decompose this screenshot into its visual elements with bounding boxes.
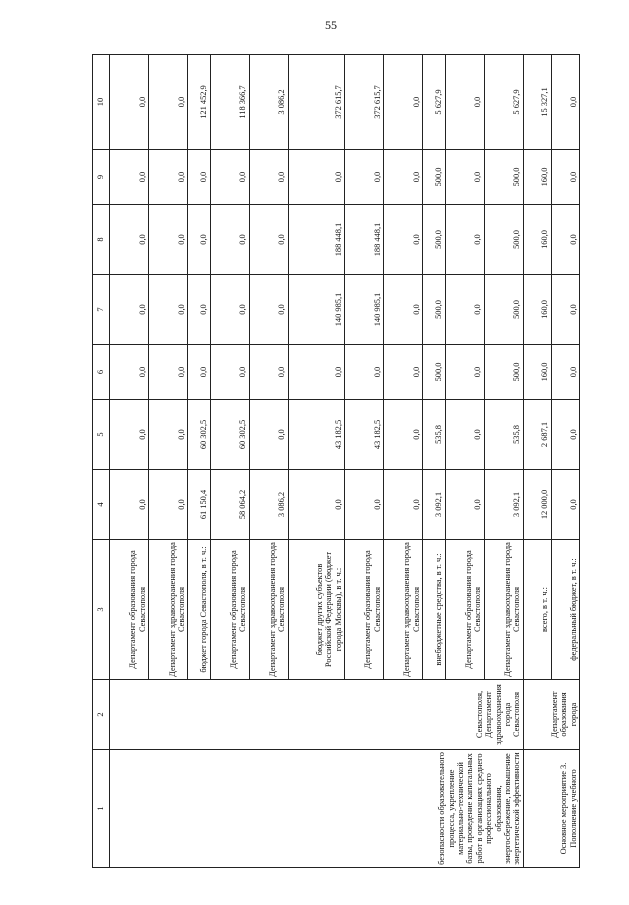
funding-source-cell: всего, в т. ч.: bbox=[523, 540, 551, 680]
column-header: 8 bbox=[93, 205, 110, 275]
value-cell: 0,0 bbox=[384, 205, 423, 275]
value-cell: 0,0 bbox=[288, 470, 344, 540]
funding-source-cell: Департамент образования города Севастополя bbox=[344, 540, 383, 680]
column-header: 3 bbox=[93, 540, 110, 680]
value-cell: 0,0 bbox=[551, 470, 579, 540]
value-cell: 0,0 bbox=[344, 345, 383, 400]
value-cell: 500,0 bbox=[484, 345, 523, 400]
column-number-row bbox=[93, 55, 110, 868]
page-number: 55 bbox=[325, 18, 337, 32]
value-cell: 0,0 bbox=[445, 275, 484, 345]
column-header: 5 bbox=[93, 400, 110, 470]
responsible-cell: Севастополя, Департамент здравоохранения города Севастополя bbox=[110, 680, 524, 750]
value-cell: 58 064,2 bbox=[210, 470, 249, 540]
column-header: 9 bbox=[93, 150, 110, 205]
value-cell: 0,0 bbox=[551, 400, 579, 470]
responsible-cell: Департамент образования города bbox=[523, 680, 579, 750]
value-cell: 0,0 bbox=[149, 345, 188, 400]
value-cell: 0,0 bbox=[110, 205, 149, 275]
total-cell: 372 615,7 bbox=[288, 55, 344, 150]
value-cell: 0,0 bbox=[110, 150, 149, 205]
funding-source-cell: бюджет других субъектов Российской Федерации (бюджет города Москвы), в т. ч.: bbox=[288, 540, 344, 680]
value-cell: 0,0 bbox=[188, 345, 210, 400]
value-cell: 0,0 bbox=[384, 150, 423, 205]
funding-source-cell: Департамент образования города Севастополя bbox=[210, 540, 249, 680]
value-cell: 60 302,5 bbox=[188, 400, 210, 470]
total-cell: 5 627,9 bbox=[484, 55, 523, 150]
table-row bbox=[110, 55, 149, 868]
value-cell: 0,0 bbox=[384, 275, 423, 345]
total-cell: 15 327,1 bbox=[523, 55, 551, 150]
funding-source-cell: Департамент здравоохранения города Севастополя bbox=[484, 540, 523, 680]
value-cell: 0,0 bbox=[445, 205, 484, 275]
column-header: 6 bbox=[93, 345, 110, 400]
value-cell: 0,0 bbox=[249, 205, 288, 275]
value-cell: 3 092,1 bbox=[423, 470, 445, 540]
value-cell: 0,0 bbox=[110, 470, 149, 540]
value-cell: 0,0 bbox=[384, 400, 423, 470]
funding-source-cell: бюджет города Севастополя, в т. ч.: bbox=[188, 540, 210, 680]
value-cell: 500,0 bbox=[423, 345, 445, 400]
value-cell: 0,0 bbox=[445, 150, 484, 205]
value-cell: 0,0 bbox=[210, 345, 249, 400]
value-cell: 0,0 bbox=[445, 345, 484, 400]
value-cell: 0,0 bbox=[288, 345, 344, 400]
value-cell: 0,0 bbox=[149, 205, 188, 275]
activity-cell: безопасности образовательного процесса, укрепление материально-технической базы, проведение капитальных работ в организациях среднего профессионального образования, энергосбережение, повышение энергетической эффективности bbox=[110, 750, 524, 868]
funding-source-cell: Департамент здравоохранения города Севастополя bbox=[249, 540, 288, 680]
column-header: 10 bbox=[93, 55, 110, 150]
value-cell: 0,0 bbox=[249, 275, 288, 345]
value-cell: 500,0 bbox=[484, 150, 523, 205]
value-cell: 0,0 bbox=[344, 470, 383, 540]
value-cell: 500,0 bbox=[484, 275, 523, 345]
column-header: 4 bbox=[93, 470, 110, 540]
total-cell: 3 086,2 bbox=[249, 55, 288, 150]
value-cell: 500,0 bbox=[423, 205, 445, 275]
value-cell: 535,8 bbox=[484, 400, 523, 470]
funding-table bbox=[92, 54, 580, 868]
value-cell: 2 687,1 bbox=[523, 400, 551, 470]
value-cell: 0,0 bbox=[210, 275, 249, 345]
value-cell: 188 448,1 bbox=[344, 205, 383, 275]
value-cell: 61 150,4 bbox=[188, 470, 210, 540]
value-cell: 0,0 bbox=[149, 150, 188, 205]
value-cell: 0,0 bbox=[344, 150, 383, 205]
value-cell: 0,0 bbox=[188, 205, 210, 275]
funding-source-cell: внебюджетные средства, в т. ч.: bbox=[423, 540, 445, 680]
value-cell: 3 092,1 bbox=[484, 470, 523, 540]
table-row bbox=[523, 55, 551, 868]
value-cell: 500,0 bbox=[423, 150, 445, 205]
total-cell: 121 452,9 bbox=[188, 55, 210, 150]
value-cell: 0,0 bbox=[445, 470, 484, 540]
column-header: 7 bbox=[93, 275, 110, 345]
value-cell: 0,0 bbox=[210, 150, 249, 205]
activity-cell: Основное мероприятие 3. Пополнение учебного bbox=[523, 750, 579, 868]
value-cell: 0,0 bbox=[384, 345, 423, 400]
value-cell: 0,0 bbox=[149, 470, 188, 540]
value-cell: 500,0 bbox=[423, 275, 445, 345]
value-cell: 0,0 bbox=[551, 205, 579, 275]
value-cell: 0,0 bbox=[149, 400, 188, 470]
value-cell: 0,0 bbox=[551, 345, 579, 400]
total-cell: 0,0 bbox=[445, 55, 484, 150]
value-cell: 0,0 bbox=[249, 150, 288, 205]
funding-source-cell: Департамент здравоохранения города Севастополя bbox=[384, 540, 423, 680]
value-cell: 140 985,1 bbox=[344, 275, 383, 345]
rotated-table-frame bbox=[92, 55, 580, 868]
total-cell: 0,0 bbox=[149, 55, 188, 150]
value-cell: 43 182,5 bbox=[288, 400, 344, 470]
value-cell: 188 448,1 bbox=[288, 205, 344, 275]
total-cell: 5 627,9 bbox=[423, 55, 445, 150]
value-cell: 500,0 bbox=[484, 205, 523, 275]
value-cell: 0,0 bbox=[445, 400, 484, 470]
value-cell: 0,0 bbox=[249, 345, 288, 400]
value-cell: 0,0 bbox=[149, 275, 188, 345]
funding-source-cell: федеральный бюджет, в т. ч.: bbox=[551, 540, 579, 680]
value-cell: 0,0 bbox=[249, 400, 288, 470]
total-cell: 118 366,7 bbox=[210, 55, 249, 150]
column-header: 2 bbox=[93, 680, 110, 750]
value-cell: 160,0 bbox=[523, 205, 551, 275]
value-cell: 0,0 bbox=[384, 470, 423, 540]
value-cell: 43 182,5 bbox=[344, 400, 383, 470]
value-cell: 160,0 bbox=[523, 345, 551, 400]
funding-source-cell: Департамент здравоохранения города Севастополя bbox=[149, 540, 188, 680]
total-cell: 0,0 bbox=[110, 55, 149, 150]
value-cell: 3 086,2 bbox=[249, 470, 288, 540]
value-cell: 60 302,5 bbox=[210, 400, 249, 470]
value-cell: 0,0 bbox=[288, 150, 344, 205]
value-cell: 0,0 bbox=[110, 275, 149, 345]
funding-source-cell: Департамент образования города Севастополя bbox=[110, 540, 149, 680]
value-cell: 535,8 bbox=[423, 400, 445, 470]
funding-source-cell: Департамент образования города Севастополя bbox=[445, 540, 484, 680]
rotated-table-content bbox=[92, 55, 580, 868]
column-header: 1 bbox=[93, 750, 110, 868]
value-cell: 0,0 bbox=[188, 150, 210, 205]
total-cell: 0,0 bbox=[551, 55, 579, 150]
value-cell: 0,0 bbox=[110, 400, 149, 470]
value-cell: 0,0 bbox=[110, 345, 149, 400]
value-cell: 0,0 bbox=[551, 150, 579, 205]
value-cell: 0,0 bbox=[188, 275, 210, 345]
total-cell: 0,0 bbox=[384, 55, 423, 150]
value-cell: 140 985,1 bbox=[288, 275, 344, 345]
value-cell: 160,0 bbox=[523, 275, 551, 345]
value-cell: 0,0 bbox=[551, 275, 579, 345]
value-cell: 0,0 bbox=[210, 205, 249, 275]
value-cell: 160,0 bbox=[523, 150, 551, 205]
total-cell: 372 615,7 bbox=[344, 55, 383, 150]
value-cell: 12 000,0 bbox=[523, 470, 551, 540]
